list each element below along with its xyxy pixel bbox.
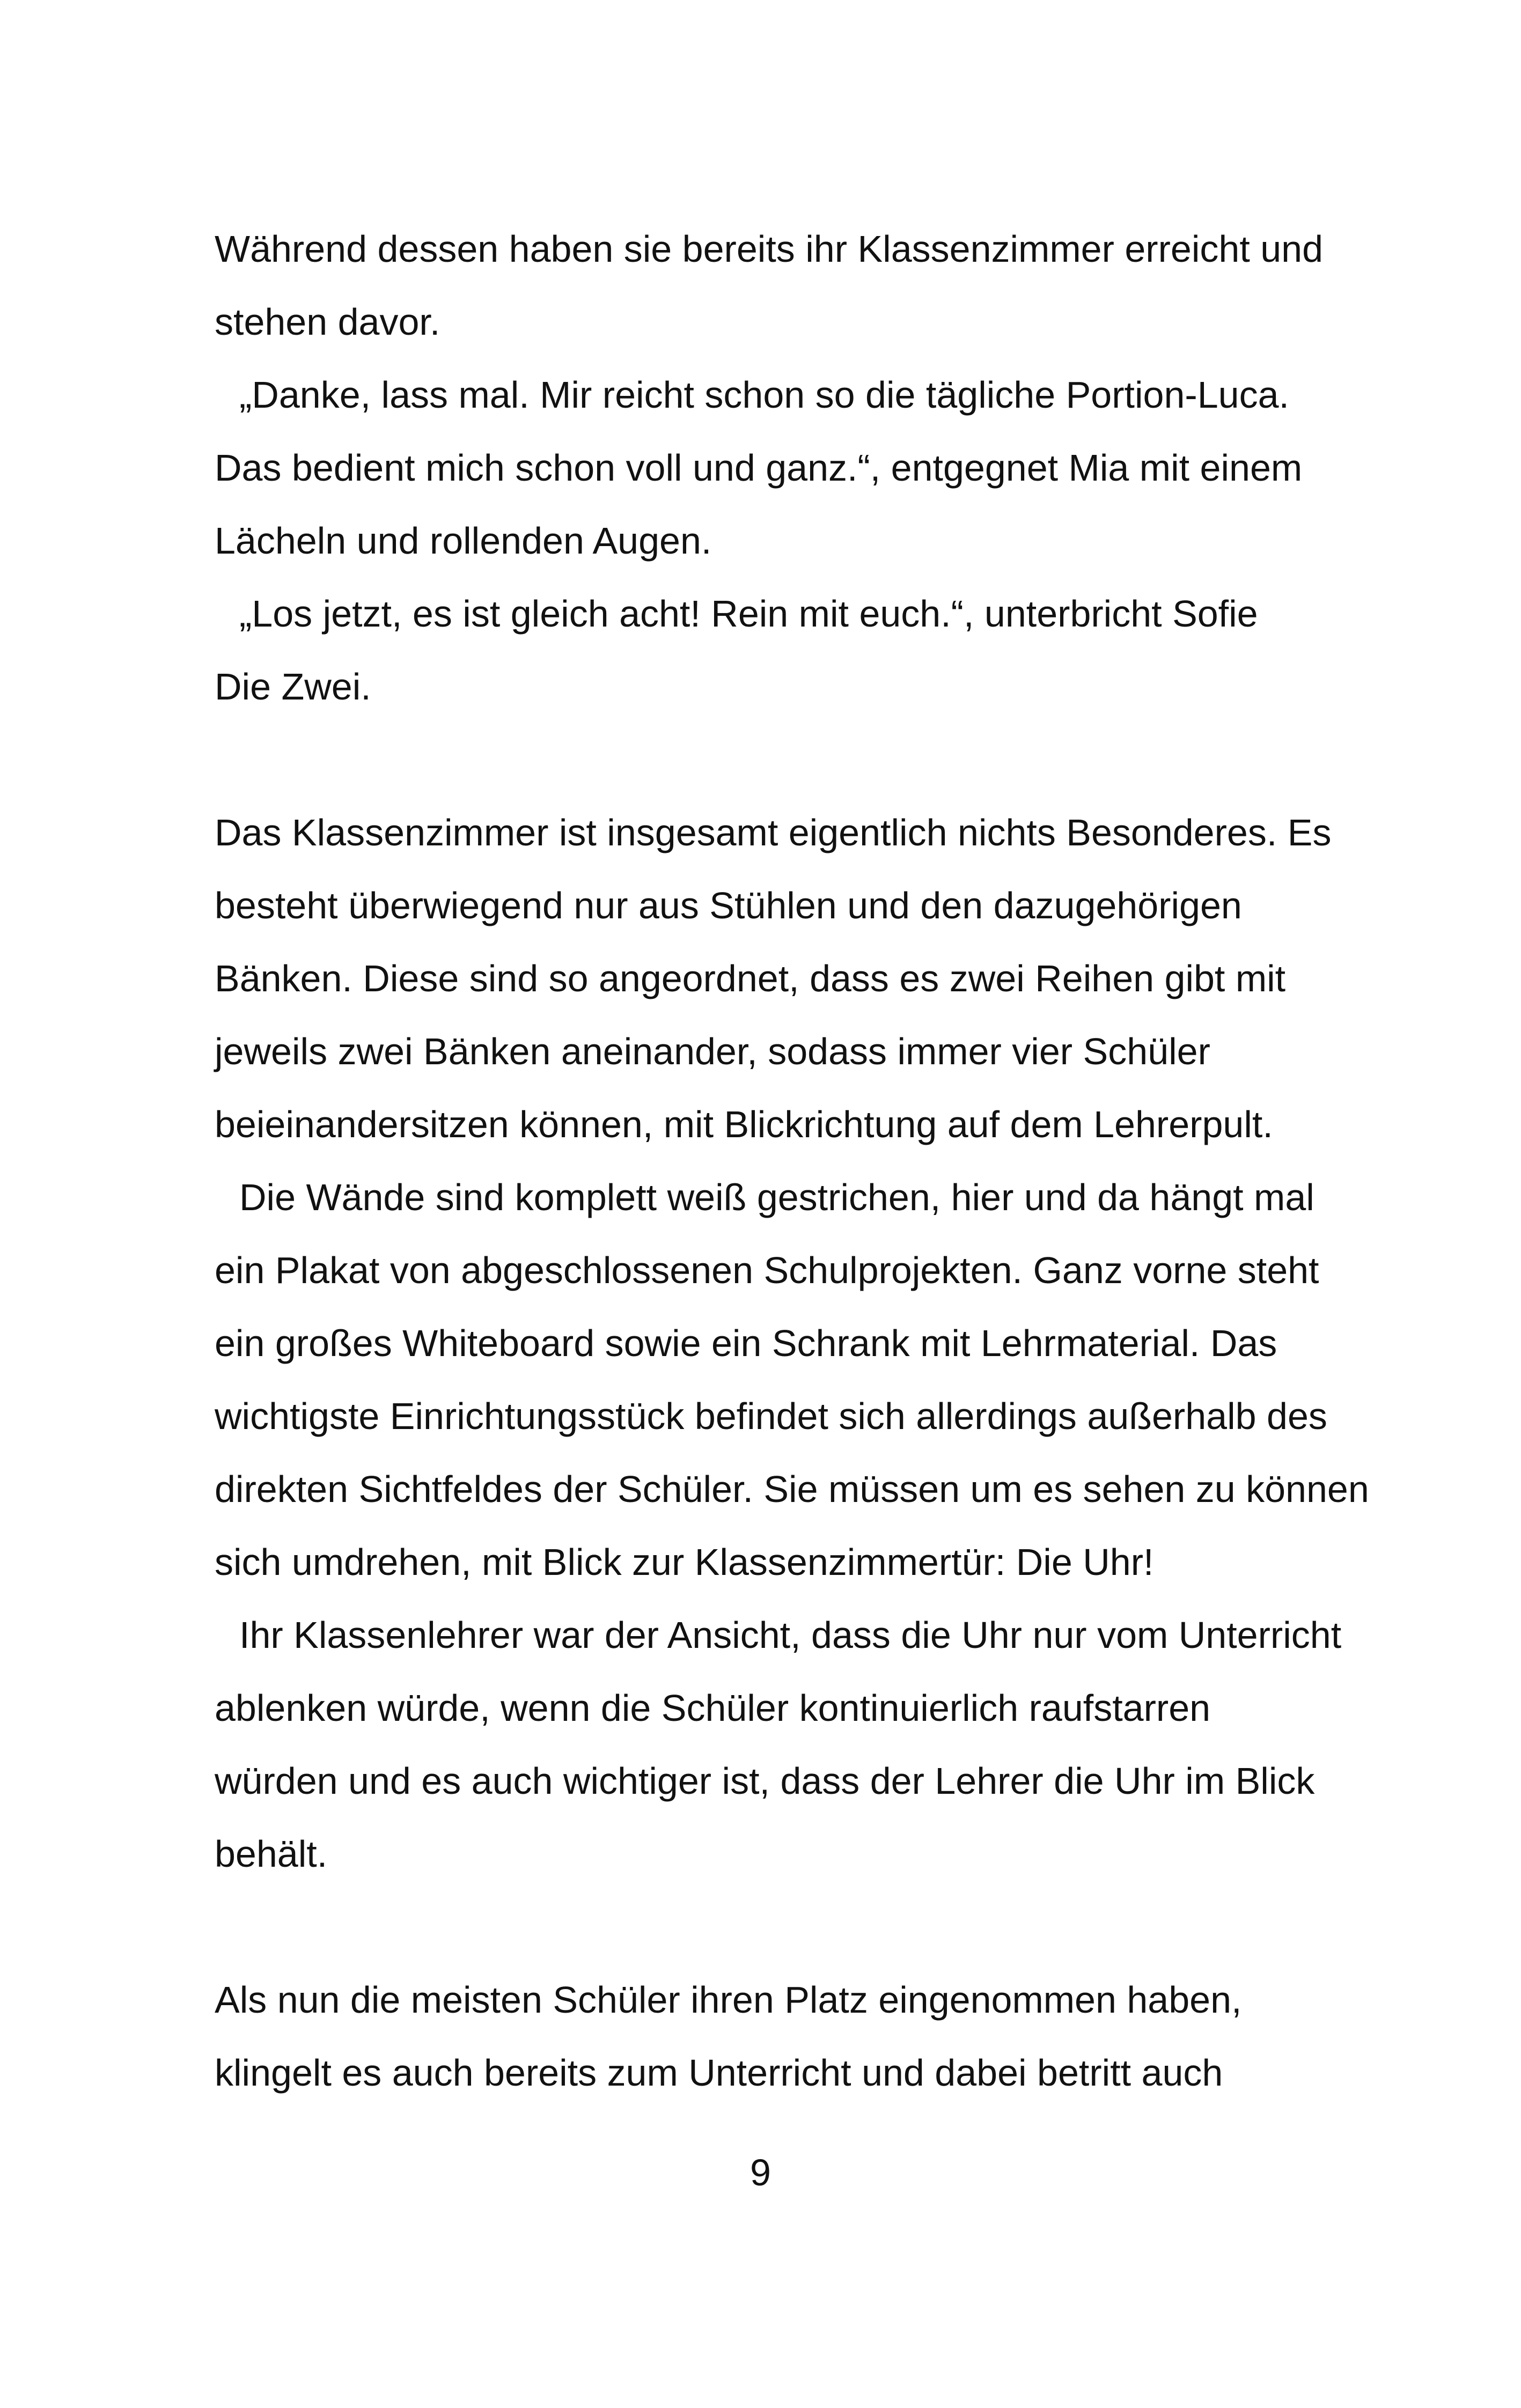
text-line: Als nun die meisten Schüler ihren Platz eingenommen haben, (215, 1979, 1242, 2021)
paragraph-gap (215, 723, 1320, 796)
text-line: Das Klassenzimmer ist insgesamt eigentlich nichts Besonderes. Es (215, 812, 1332, 853)
paragraph-gap (215, 1890, 1320, 1963)
text-line: ablenken würde, wenn die Schüler kontinuierlich raufstarren (215, 1687, 1211, 1729)
text-line: sich umdrehen, mit Blick zur Klassenzimmertür: Die Uhr! (215, 1541, 1154, 1583)
text-line: Bänken. Diese sind so angeordnet, dass es zwei Reihen gibt mit (215, 958, 1286, 999)
text-line: würden und es auch wichtiger ist, dass der Lehrer die Uhr im Blick (215, 1760, 1315, 1802)
text-line: jeweils zwei Bänken aneinander, sodass immer vier Schüler (215, 1030, 1210, 1072)
page-number: 9 (750, 2152, 771, 2193)
text-line: stehen davor. (215, 301, 440, 343)
text-line: Während dessen haben sie bereits ihr Klassenzimmer erreicht und (215, 228, 1324, 270)
text-line: direkten Sichtfeldes der Schüler. Sie müssen um es sehen zu können (215, 1468, 1369, 1510)
text-line: „Danke, lass mal. Mir reicht schon so die tägliche Portion-Luca. (239, 374, 1289, 416)
text-line: ein Plakat von abgeschlossenen Schulprojekten. Ganz vorne steht (215, 1249, 1319, 1291)
text-line: Ihr Klassenlehrer war der Ansicht, dass die Uhr nur vom Unterricht (239, 1614, 1342, 1656)
text-line: Die Wände sind komplett weiß gestrichen, hier und da hängt mal (239, 1176, 1314, 1218)
text-line: klingelt es auch bereits zum Unterricht und dabei betritt auch (215, 2052, 1223, 2094)
text-line: Lächeln und rollenden Augen. (215, 520, 712, 562)
text-line: Das bedient mich schon voll und ganz.“, entgegnet Mia mit einem (215, 447, 1303, 489)
text-line: wichtigste Einrichtungsstück befindet sich allerdings außerhalb des (215, 1395, 1327, 1437)
text-line: „Los jetzt, es ist gleich acht! Rein mit euch.“, unterbricht Sofie (239, 593, 1258, 635)
text-line: besteht überwiegend nur aus Stühlen und den dazugehörigen (215, 885, 1242, 926)
body-text (215, 212, 1369, 2109)
text-line: Die Zwei. (215, 666, 371, 708)
text-line: behält. (215, 1833, 328, 1875)
text-line: ein großes Whiteboard sowie ein Schrank mit Lehrmaterial. Das (215, 1322, 1277, 1364)
text-line: beieinandersitzen können, mit Blickrichtung auf dem Lehrerpult. (215, 1103, 1273, 1145)
